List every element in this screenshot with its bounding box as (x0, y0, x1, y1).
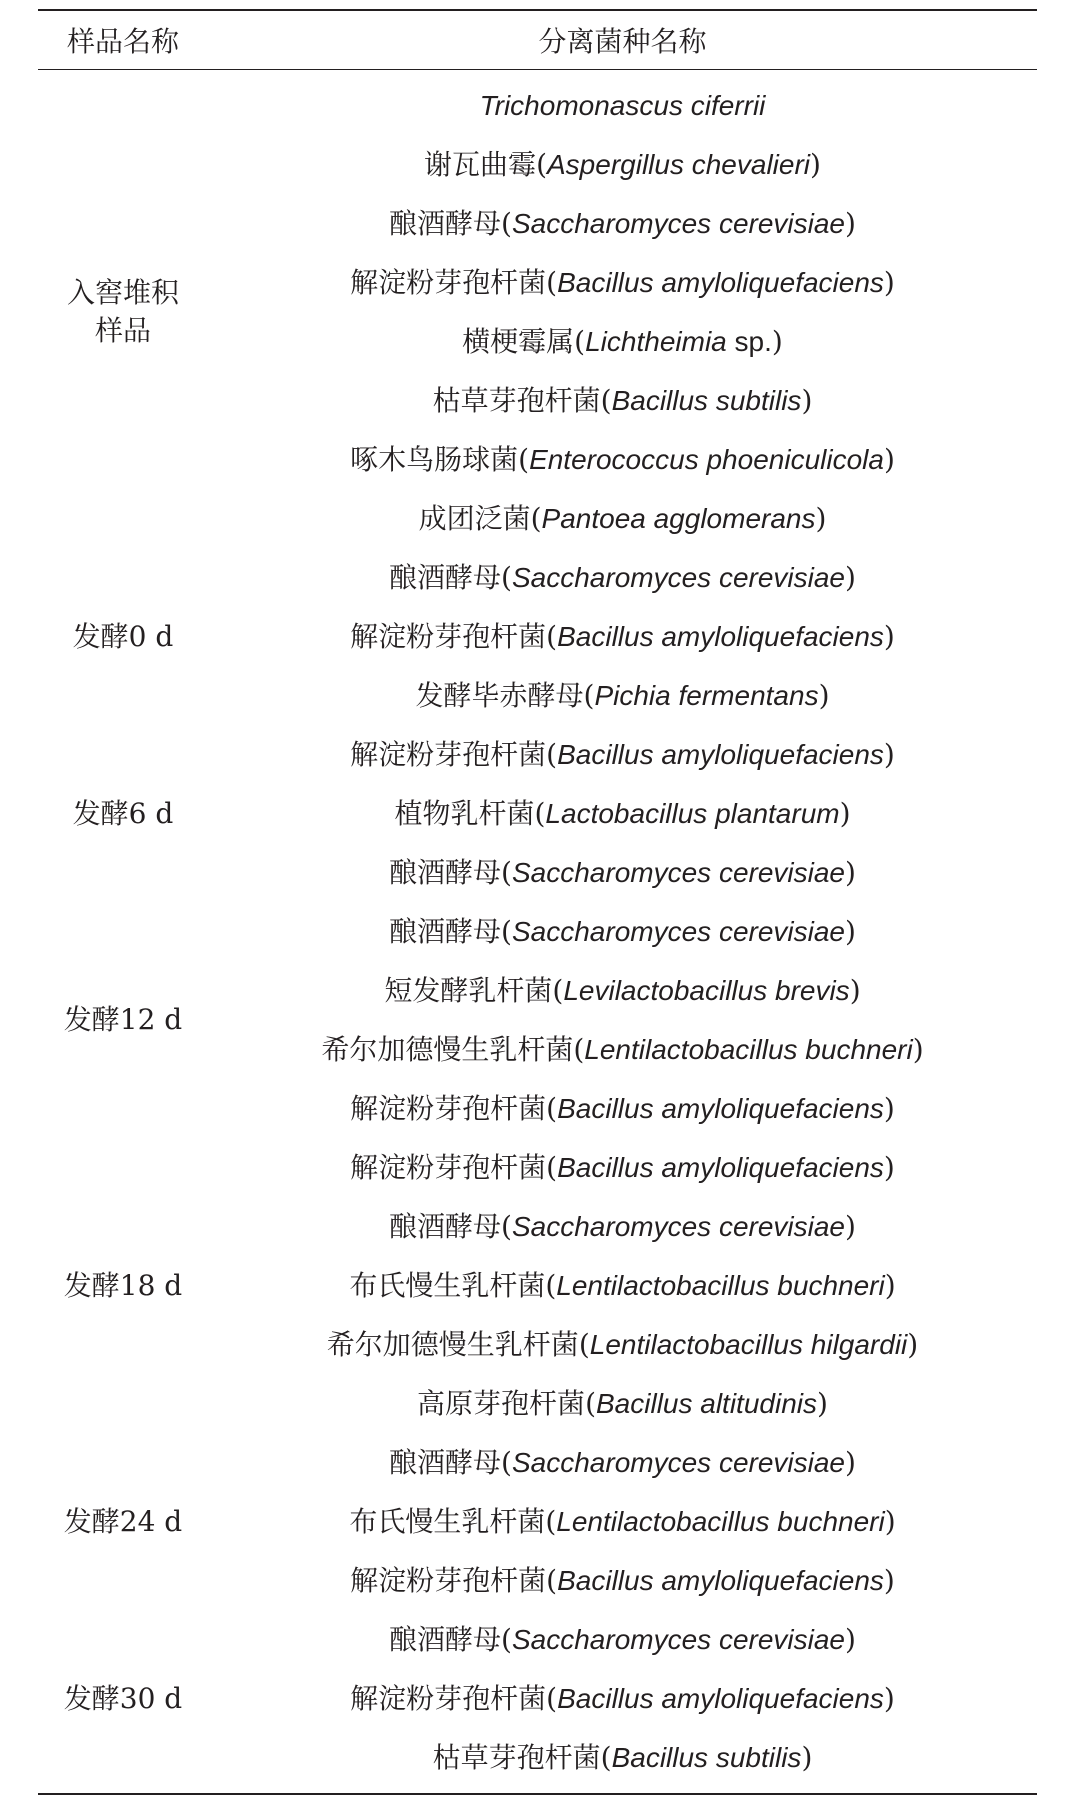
close-paren: ) (845, 1446, 856, 1479)
close-paren: ) (845, 561, 856, 594)
species-chinese-name: 希尔加德慢生乳杆菌 (321, 1033, 574, 1066)
species-latin-name: Bacillus amyloliquefaciens (557, 739, 884, 770)
close-paren: ) (810, 148, 821, 181)
species-row (208, 1315, 1037, 1374)
open-paren: ( (552, 974, 564, 1007)
sample-group (38, 725, 1037, 902)
open-paren: ( (583, 679, 595, 712)
species-latin-name: Aspergillus chevalieri (547, 149, 811, 180)
sample-group (38, 76, 1037, 548)
species-row (208, 607, 1037, 666)
open-paren: ( (501, 856, 512, 889)
close-paren: ) (801, 1741, 813, 1774)
open-paren: ( (534, 797, 546, 830)
species-chinese-name: 酿酒酵母 (389, 1623, 502, 1656)
species-row (208, 1551, 1037, 1610)
close-paren: ) (815, 502, 827, 535)
species-row (208, 1079, 1037, 1138)
sample-name: 发酵6 d (72, 796, 174, 830)
sample-name: 发酵12 d (63, 1003, 183, 1036)
species-row (208, 1020, 1037, 1079)
species-chinese-name: 发酵毕赤酵母 (415, 679, 584, 712)
species-chinese-name: 高原芽孢杆菌 (417, 1387, 586, 1420)
close-paren: ) (912, 1033, 924, 1066)
species-latin-name: Bacillus amyloliquefaciens (557, 1683, 884, 1714)
species-latin-name: Pichia fermentans (594, 680, 819, 711)
species-chinese-name: 酿酒酵母 (389, 856, 502, 889)
species-list (208, 76, 1037, 548)
sample-name: 发酵24 d (63, 1504, 183, 1538)
species-latin-name: Lichtheimia (585, 326, 727, 357)
species-row (208, 1728, 1037, 1787)
open-paren: ( (530, 502, 542, 535)
species-latin-name: Lentilactobacillus hilgardii (589, 1329, 908, 1360)
species-latin-name: Lentilactobacillus buchneri (584, 1034, 913, 1065)
open-paren: ( (546, 266, 558, 299)
open-paren: ( (546, 738, 558, 771)
species-chinese-name: 酿酒酵母 (389, 207, 502, 240)
species-row (208, 666, 1037, 725)
table-header (38, 11, 1037, 69)
open-paren: ( (546, 1151, 558, 1184)
species-chinese-name: 枯草芽孢杆菌 (432, 1741, 601, 1774)
sample-group (38, 1138, 1037, 1433)
close-paren: ) (801, 384, 813, 417)
species-row (208, 902, 1037, 961)
species-chinese-name: 酿酒酵母 (389, 561, 502, 594)
species-latin-name: Pantoea agglomerans (541, 503, 816, 534)
close-paren: ) (883, 1151, 895, 1184)
sample-name: 发酵18 d (63, 1268, 183, 1302)
species-chinese-name: 布氏慢生乳杆菌 (349, 1505, 546, 1538)
species-row (208, 548, 1037, 607)
close-paren: ) (845, 207, 856, 240)
species-row (208, 371, 1037, 430)
species-list (208, 1610, 1037, 1787)
sample-group (38, 1433, 1037, 1610)
species-row (208, 1256, 1037, 1315)
open-paren: ( (546, 620, 558, 653)
species-latin-name: Saccharomyces cerevisiae (511, 857, 846, 888)
open-paren: ( (600, 1741, 612, 1774)
open-paren: ( (518, 443, 530, 476)
species-row (208, 135, 1037, 194)
species-list (208, 548, 1037, 725)
species-latin-name: Saccharomyces cerevisiae (511, 1211, 846, 1242)
open-paren: ( (545, 1269, 557, 1302)
species-latin-name: Trichomonascus ciferrii (479, 90, 766, 121)
open-paren: ( (545, 1505, 557, 1538)
open-paren: ( (501, 207, 512, 240)
species-list (208, 1138, 1037, 1433)
species-row (208, 1197, 1037, 1256)
sample-group (38, 902, 1037, 1138)
species-latin-name: Saccharomyces cerevisiae (511, 208, 846, 239)
close-paren: ) (883, 266, 895, 299)
close-paren: ) (845, 1210, 856, 1243)
species-row (208, 489, 1037, 548)
species-row (208, 1610, 1037, 1669)
species-latin-name: Lactobacillus plantarum (545, 798, 840, 829)
species-chinese-name: 希尔加德慢生乳杆菌 (326, 1328, 579, 1361)
close-paren: ) (883, 620, 895, 653)
sample-name: 发酵30 d (63, 1681, 183, 1715)
open-paren: ( (546, 1682, 558, 1715)
species-chinese-name: 解淀粉芽孢杆菌 (350, 1682, 547, 1715)
species-latin-name: Bacillus subtilis (611, 385, 802, 416)
species-chinese-name: 解淀粉芽孢杆菌 (350, 266, 547, 299)
species-row (208, 430, 1037, 489)
species-chinese-name: 布氏慢生乳杆菌 (349, 1269, 546, 1302)
isolates-table (38, 9, 1037, 1795)
close-paren: ) (883, 1682, 895, 1715)
open-paren: ( (501, 1446, 512, 1479)
species-latin-name: Bacillus amyloliquefaciens (557, 1093, 884, 1124)
species-chinese-name: 解淀粉芽孢杆菌 (350, 738, 547, 771)
species-chinese-name: 啄木鸟肠球菌 (350, 443, 519, 476)
species-chinese-name: 枯草芽孢杆菌 (432, 384, 601, 417)
species-row (208, 1138, 1037, 1197)
species-chinese-name: 成团泛菌 (418, 502, 531, 535)
open-paren: ( (501, 1210, 512, 1243)
close-paren: ) (884, 1505, 896, 1538)
species-chinese-name: 短发酵乳杆菌 (384, 974, 553, 1007)
species-row (208, 843, 1037, 902)
species-chinese-name: 酿酒酵母 (389, 1210, 502, 1243)
species-row (208, 194, 1037, 253)
species-chinese-name: 酿酒酵母 (389, 915, 502, 948)
species-chinese-name: 解淀粉芽孢杆菌 (350, 1564, 547, 1597)
species-row (208, 725, 1037, 784)
species-chinese-name: 解淀粉芽孢杆菌 (350, 1092, 547, 1125)
species-latin-name: Bacillus subtilis (611, 1742, 802, 1773)
open-paren: ( (573, 1033, 585, 1066)
close-paren: ) (883, 1564, 895, 1597)
species-latin-name: Saccharomyces cerevisiae (511, 1624, 846, 1655)
sample-group (38, 1610, 1037, 1787)
species-chinese-name: 横梗霉属 (462, 325, 575, 358)
close-paren: ) (818, 679, 830, 712)
species-chinese-name: 谢瓦曲霉 (424, 148, 537, 181)
species-latin-name: Enterococcus phoeniculicola (529, 444, 884, 475)
species-row (208, 312, 1037, 371)
species-row (208, 1669, 1037, 1728)
close-paren: ) (883, 738, 895, 771)
species-chinese-name: 植物乳杆菌 (394, 797, 535, 830)
sample-name: 入窖堆积 样品 (66, 276, 179, 347)
species-list (208, 1433, 1037, 1610)
close-paren: ) (845, 1623, 856, 1656)
species-latin-name: Saccharomyces cerevisiae (511, 1447, 846, 1478)
open-paren: ( (501, 1623, 512, 1656)
species-row (208, 253, 1037, 312)
open-paren: ( (546, 1092, 558, 1125)
species-row (208, 76, 1037, 135)
species-latin-name: Lentilactobacillus buchneri (556, 1506, 885, 1537)
open-paren: ( (600, 384, 612, 417)
close-paren: ) (883, 1092, 895, 1125)
close-paren: ) (884, 1269, 896, 1302)
close-paren: ) (845, 915, 856, 948)
species-row (208, 1433, 1037, 1492)
sample-group (38, 548, 1037, 725)
species-chinese-name: 解淀粉芽孢杆菌 (350, 620, 547, 653)
species-row (208, 1492, 1037, 1551)
species-latin-name: Lentilactobacillus buchneri (556, 1270, 885, 1301)
species-latin-name: Bacillus amyloliquefaciens (557, 1152, 884, 1183)
close-paren: ) (845, 856, 856, 889)
open-paren: ( (585, 1387, 596, 1420)
close-paren: ) (771, 325, 783, 358)
close-paren: ) (839, 797, 851, 830)
species-latin-name: Bacillus amyloliquefaciens (557, 1565, 884, 1596)
open-paren: ( (578, 1328, 590, 1361)
table-bottom-rule (38, 1793, 1037, 1795)
species-latin-name: Bacillus amyloliquefaciens (557, 267, 884, 298)
open-paren: ( (546, 1564, 558, 1597)
close-paren: ) (849, 974, 861, 1007)
species-latin-name: Saccharomyces cerevisiae (511, 562, 846, 593)
close-paren: ) (907, 1328, 919, 1361)
species-chinese-name: 酿酒酵母 (389, 1446, 502, 1479)
species-latin-name: Bacillus amyloliquefaciens (557, 621, 884, 652)
species-list (208, 902, 1037, 1138)
close-paren: ) (883, 443, 895, 476)
header-sample-name: 样品名称 (66, 25, 179, 58)
species-suffix: sp. (726, 326, 772, 357)
close-paren: ) (817, 1387, 828, 1420)
header-species-name: 分离菌种名称 (538, 25, 707, 58)
open-paren: ( (501, 915, 512, 948)
species-latin-name: Saccharomyces cerevisiae (511, 916, 846, 947)
species-row (208, 784, 1037, 843)
species-list (208, 725, 1037, 902)
species-row (208, 1374, 1037, 1433)
species-latin-name: Levilactobacillus brevis (563, 975, 850, 1006)
open-paren: ( (501, 561, 512, 594)
table-body (38, 70, 1037, 1793)
open-paren: ( (574, 325, 586, 358)
species-row (208, 961, 1037, 1020)
species-latin-name: Bacillus altitudinis (596, 1388, 817, 1419)
sample-name: 发酵0 d (72, 619, 174, 653)
species-chinese-name: 解淀粉芽孢杆菌 (350, 1151, 547, 1184)
open-paren: ( (536, 148, 547, 181)
